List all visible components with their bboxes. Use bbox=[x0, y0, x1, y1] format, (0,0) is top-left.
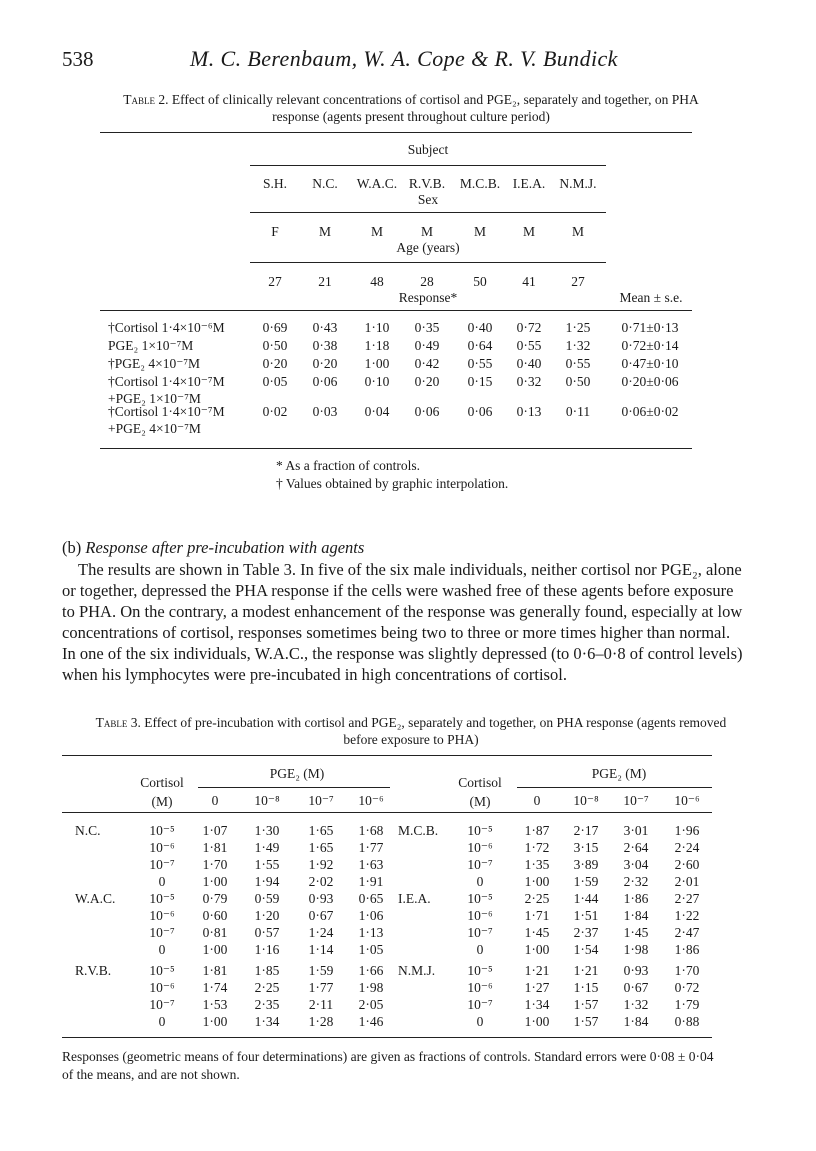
table3-footnote-line2: of the means, and are not shown. bbox=[62, 1067, 240, 1082]
pge-column-header: 10⁻⁷ bbox=[308, 793, 334, 808]
response-cell: 1·00 bbox=[524, 1014, 550, 1029]
pge-column-header: 10⁻⁶ bbox=[358, 793, 384, 808]
response-cell: 0·43 bbox=[312, 320, 338, 335]
pge-column-header: 0 bbox=[211, 793, 219, 808]
table2-subject-rule bbox=[250, 165, 606, 166]
table3-header-rule bbox=[62, 812, 712, 813]
row-label: †Cortisol 1·4×10⁻⁷M bbox=[108, 374, 225, 389]
response-cell: 0·38 bbox=[312, 338, 338, 353]
cortisol-concentration: 10⁻⁷ bbox=[149, 925, 175, 940]
response-cell: 1·81 bbox=[202, 963, 228, 978]
subject-header: N.M.J. bbox=[559, 176, 597, 191]
subject-label: R.V.B. bbox=[75, 963, 112, 978]
table2-caption bbox=[62, 91, 760, 125]
response-cell: 1·00 bbox=[524, 942, 550, 957]
cortisol-concentration: 10⁻⁵ bbox=[467, 891, 493, 906]
table3-footnote-line1: Responses (geometric means of four determinations) are given as fractions of controls. Standard errors were 0·08 ± 0·04 bbox=[62, 1049, 714, 1064]
paragraph-line: concentrations of cortisol, responses sometimes being two to three or more times higher than normal. bbox=[62, 623, 731, 642]
response-cell: 0·55 bbox=[516, 338, 542, 353]
response-cell: 1·27 bbox=[524, 980, 550, 995]
response-cell: 1·15 bbox=[573, 980, 599, 995]
age-cell: 21 bbox=[318, 274, 332, 289]
response-cell: 1·98 bbox=[623, 942, 649, 957]
table2-footnote-star: * As a fraction of controls. bbox=[276, 458, 420, 473]
response-cell: 1·22 bbox=[674, 908, 700, 923]
age-cell: 41 bbox=[522, 274, 536, 289]
pge-column-header: 0 bbox=[533, 793, 541, 808]
response-cell: 0·55 bbox=[565, 356, 591, 371]
running-title: M. C. Berenbaum, W. A. Cope & R. V. Bundick bbox=[190, 46, 618, 71]
response-cell: 2·47 bbox=[674, 925, 700, 940]
row-label-continued: +PGE₂ 1×10⁻⁷M bbox=[108, 391, 201, 406]
response-cell: 1·34 bbox=[254, 1014, 280, 1029]
response-cell: 1·44 bbox=[573, 891, 599, 906]
cortisol-concentration: 0 bbox=[158, 874, 166, 889]
sex-cell: M bbox=[522, 224, 536, 239]
response-cell: 1·00 bbox=[364, 356, 390, 371]
subject-header: W.A.C. bbox=[356, 176, 398, 191]
sex-cell: M bbox=[420, 224, 434, 239]
table3-label: Table 3. bbox=[95, 715, 141, 730]
pge-header-rule bbox=[198, 787, 390, 788]
table3-caption bbox=[62, 714, 760, 748]
response-cell: 1·10 bbox=[364, 320, 390, 335]
table2-response-label: Response* bbox=[398, 290, 458, 305]
pge-header: PGE₂ (M) bbox=[269, 766, 325, 781]
response-cell: 2·01 bbox=[674, 874, 700, 889]
response-cell: 1·20 bbox=[254, 908, 280, 923]
response-cell: 0·06 bbox=[312, 374, 338, 389]
row-label-continued: +PGE₂ 4×10⁻⁷M bbox=[108, 421, 201, 436]
response-cell: 0·11 bbox=[565, 404, 591, 419]
response-cell: 0·60 bbox=[202, 908, 228, 923]
response-cell: 3·89 bbox=[573, 857, 599, 872]
section-b-heading bbox=[62, 538, 364, 558]
cortisol-concentration: 10⁻⁶ bbox=[149, 908, 175, 923]
section-b-paragraph bbox=[62, 559, 760, 685]
response-cell: 2·02 bbox=[308, 874, 334, 889]
row-label: †Cortisol 1·4×10⁻⁶M bbox=[108, 320, 225, 335]
table2-footnote-dagger: † Values obtained by graphic interpolation. bbox=[276, 476, 509, 491]
cortisol-concentration: 10⁻⁶ bbox=[467, 840, 493, 855]
table2-caption-line2: response (agents present throughout culture period) bbox=[272, 109, 550, 124]
cortisol-unit: (M) bbox=[469, 794, 491, 809]
cortisol-concentration: 10⁻⁷ bbox=[467, 925, 493, 940]
response-cell: 1·18 bbox=[364, 338, 390, 353]
subject-header: S.H. bbox=[262, 176, 288, 191]
response-cell: 0·57 bbox=[254, 925, 280, 940]
table3-bottom-rule bbox=[62, 1037, 712, 1038]
table2-top-rule bbox=[100, 132, 692, 133]
response-cell: 3·15 bbox=[573, 840, 599, 855]
response-cell: 2·25 bbox=[524, 891, 550, 906]
response-cell: 1·85 bbox=[254, 963, 280, 978]
response-cell: 1·91 bbox=[358, 874, 384, 889]
response-cell: 1·70 bbox=[202, 857, 228, 872]
response-cell: 0·93 bbox=[623, 963, 649, 978]
sex-cell: M bbox=[318, 224, 332, 239]
subject-header: N.C. bbox=[312, 176, 338, 191]
response-cell: 1·35 bbox=[524, 857, 550, 872]
response-cell: 2·64 bbox=[623, 840, 649, 855]
response-cell: 1·59 bbox=[573, 874, 599, 889]
response-cell: 1·94 bbox=[254, 874, 280, 889]
mean-cell: 0·71±0·13 bbox=[621, 320, 679, 335]
response-cell: 1·77 bbox=[358, 840, 384, 855]
response-cell: 1·32 bbox=[623, 997, 649, 1012]
table3-top-rule bbox=[62, 755, 712, 756]
response-cell: 1·72 bbox=[524, 840, 550, 855]
response-cell: 1·14 bbox=[308, 942, 334, 957]
paragraph-line: to PHA. On the contrary, a modest enhancement of the response was generally found, especially at low bbox=[62, 602, 743, 621]
response-cell: 0·20 bbox=[312, 356, 338, 371]
cortisol-concentration: 10⁻⁵ bbox=[149, 823, 175, 838]
response-cell: 1·84 bbox=[623, 1014, 649, 1029]
response-cell: 1·07 bbox=[202, 823, 228, 838]
response-cell: 1·55 bbox=[254, 857, 280, 872]
response-cell: 1·81 bbox=[202, 840, 228, 855]
row-label: PGE₂ 1×10⁻⁷M bbox=[108, 338, 194, 353]
response-cell: 1·45 bbox=[524, 925, 550, 940]
response-cell: 0·15 bbox=[467, 374, 493, 389]
response-cell: 0·50 bbox=[262, 338, 288, 353]
response-cell: 0·05 bbox=[262, 374, 288, 389]
response-cell: 1·87 bbox=[524, 823, 550, 838]
sex-cell: M bbox=[571, 224, 585, 239]
response-cell: 0·67 bbox=[308, 908, 334, 923]
pge-column-header: 10⁻⁸ bbox=[254, 793, 280, 808]
row-label: †PGE₂ 4×10⁻⁷M bbox=[108, 356, 201, 371]
response-cell: 1·49 bbox=[254, 840, 280, 855]
response-cell: 0·32 bbox=[516, 374, 542, 389]
response-cell: 1·70 bbox=[674, 963, 700, 978]
cortisol-concentration: 0 bbox=[158, 1014, 166, 1029]
response-cell: 0·59 bbox=[254, 891, 280, 906]
pge-column-header: 10⁻⁸ bbox=[573, 793, 599, 808]
mean-cell: 0·72±0·14 bbox=[621, 338, 679, 353]
cortisol-concentration: 0 bbox=[476, 874, 484, 889]
response-cell: 3·01 bbox=[623, 823, 649, 838]
table2-sex-label: Sex bbox=[417, 192, 439, 207]
response-cell: 1·74 bbox=[202, 980, 228, 995]
response-cell: 1·46 bbox=[358, 1014, 384, 1029]
response-cell: 0·03 bbox=[312, 404, 338, 419]
response-cell: 1·00 bbox=[202, 1014, 228, 1029]
response-cell: 0·67 bbox=[623, 980, 649, 995]
cortisol-concentration: 10⁻⁵ bbox=[149, 963, 175, 978]
response-cell: 1·21 bbox=[524, 963, 550, 978]
pge-column-header: 10⁻⁷ bbox=[623, 793, 649, 808]
table2-bottom-rule bbox=[100, 448, 692, 449]
response-cell: 2·35 bbox=[254, 997, 280, 1012]
pge-header-rule bbox=[517, 787, 712, 788]
response-cell: 1·24 bbox=[308, 925, 334, 940]
table2-age-label: Age (years) bbox=[396, 240, 460, 255]
response-cell: 1·66 bbox=[358, 963, 384, 978]
paragraph-line: In one of the six individuals, W.A.C., the response was slightly depressed (to 0·6–0·8 of control levels) bbox=[62, 644, 743, 663]
response-cell: 1·13 bbox=[358, 925, 384, 940]
response-cell: 1·65 bbox=[308, 840, 334, 855]
pge-header: PGE₂ (M) bbox=[591, 766, 647, 781]
sex-cell: M bbox=[370, 224, 384, 239]
cortisol-concentration: 10⁻⁷ bbox=[149, 857, 175, 872]
response-cell: 0·81 bbox=[202, 925, 228, 940]
table3-footnote bbox=[62, 1048, 762, 1084]
response-cell: 3·04 bbox=[623, 857, 649, 872]
response-cell: 1·30 bbox=[254, 823, 280, 838]
subject-label: W.A.C. bbox=[75, 891, 116, 906]
response-cell: 0·50 bbox=[565, 374, 591, 389]
response-cell: 2·37 bbox=[573, 925, 599, 940]
mean-cell: 0·06±0·02 bbox=[621, 404, 679, 419]
response-cell: 0·49 bbox=[414, 338, 440, 353]
response-cell: 1·45 bbox=[623, 925, 649, 940]
response-cell: 2·24 bbox=[674, 840, 700, 855]
table3-caption-line1: Effect of pre-incubation with cortisol and PGE₂, separately and together, on PHA response (agents removed bbox=[144, 715, 727, 730]
response-cell: 1·06 bbox=[358, 908, 384, 923]
response-cell: 1·59 bbox=[308, 963, 334, 978]
response-cell: 1·53 bbox=[202, 997, 228, 1012]
cortisol-concentration: 10⁻⁶ bbox=[149, 980, 175, 995]
response-cell: 0·04 bbox=[364, 404, 390, 419]
response-cell: 1·98 bbox=[358, 980, 384, 995]
subject-header: I.E.A. bbox=[512, 176, 546, 191]
cortisol-concentration: 10⁻⁷ bbox=[467, 857, 493, 872]
response-cell: 1·79 bbox=[674, 997, 700, 1012]
response-cell: 1·57 bbox=[573, 1014, 599, 1029]
mean-cell: 0·47±0·10 bbox=[621, 356, 679, 371]
response-cell: 1·96 bbox=[674, 823, 700, 838]
response-cell: 1·54 bbox=[573, 942, 599, 957]
response-cell: 0·72 bbox=[674, 980, 700, 995]
response-cell: 0·02 bbox=[262, 404, 288, 419]
response-cell: 1·92 bbox=[308, 857, 334, 872]
subject-label: N.C. bbox=[75, 823, 101, 838]
response-cell: 0·13 bbox=[516, 404, 542, 419]
response-cell: 0·40 bbox=[467, 320, 493, 335]
response-cell: 0·20 bbox=[262, 356, 288, 371]
response-cell: 1·65 bbox=[308, 823, 334, 838]
age-cell: 28 bbox=[420, 274, 434, 289]
section-b-title: Response after pre-incubation with agents bbox=[85, 538, 365, 557]
response-cell: 0·06 bbox=[414, 404, 440, 419]
response-cell: 1·57 bbox=[573, 997, 599, 1012]
age-cell: 27 bbox=[268, 274, 282, 289]
subject-header: M.C.B. bbox=[459, 176, 501, 191]
paragraph-line: or together, depressed the PHA response if the cells were washed free of these agents before exposure bbox=[62, 581, 734, 600]
table2-label: Table 2. bbox=[123, 92, 169, 107]
row-label: †Cortisol 1·4×10⁻⁷M bbox=[108, 404, 225, 419]
response-cell: 1·63 bbox=[358, 857, 384, 872]
table3-caption-line2: before exposure to PHA) bbox=[343, 732, 479, 747]
section-b-prefix: (b) bbox=[62, 538, 82, 557]
response-cell: 0·93 bbox=[308, 891, 334, 906]
mean-cell: 0·20±0·06 bbox=[621, 374, 679, 389]
response-cell: 1·00 bbox=[524, 874, 550, 889]
cortisol-concentration: 0 bbox=[476, 1014, 484, 1029]
response-cell: 1·77 bbox=[308, 980, 334, 995]
response-cell: 1·21 bbox=[573, 963, 599, 978]
response-cell: 1·86 bbox=[623, 891, 649, 906]
response-cell: 1·68 bbox=[358, 823, 384, 838]
table2-caption-line1: Effect of clinically relevant concentrations of cortisol and PGE₂, separately and together, on PHA bbox=[171, 92, 699, 107]
response-cell: 1·05 bbox=[358, 942, 384, 957]
response-cell: 1·25 bbox=[565, 320, 591, 335]
response-cell: 2·27 bbox=[674, 891, 700, 906]
table2-header-rule bbox=[100, 310, 692, 311]
cortisol-concentration: 10⁻⁷ bbox=[467, 997, 493, 1012]
cortisol-header: Cortisol bbox=[140, 775, 184, 790]
response-cell: 0·69 bbox=[262, 320, 288, 335]
cortisol-concentration: 0 bbox=[158, 942, 166, 957]
table2-subject-label: Subject bbox=[407, 142, 449, 157]
response-cell: 1·34 bbox=[524, 997, 550, 1012]
response-cell: 0·35 bbox=[414, 320, 440, 335]
subject-header: R.V.B. bbox=[408, 176, 446, 191]
response-cell: 0·65 bbox=[358, 891, 384, 906]
response-cell: 0·88 bbox=[674, 1014, 700, 1029]
response-cell: 0·64 bbox=[467, 338, 493, 353]
response-cell: 2·60 bbox=[674, 857, 700, 872]
age-cell: 27 bbox=[571, 274, 585, 289]
pge-column-header: 10⁻⁶ bbox=[674, 793, 700, 808]
subject-label: I.E.A. bbox=[398, 891, 431, 906]
cortisol-concentration: 10⁻⁵ bbox=[467, 963, 493, 978]
response-cell: 2·32 bbox=[623, 874, 649, 889]
response-cell: 1·84 bbox=[623, 908, 649, 923]
subject-label: N.M.J. bbox=[398, 963, 436, 978]
response-cell: 2·11 bbox=[308, 997, 334, 1012]
subject-label: M.C.B. bbox=[398, 823, 439, 838]
paragraph-line: The results are shown in Table 3. In five of the six male individuals, neither cortisol nor PGE₂, alone bbox=[78, 560, 742, 579]
response-cell: 2·05 bbox=[358, 997, 384, 1012]
response-cell: 1·86 bbox=[674, 942, 700, 957]
response-cell: 0·40 bbox=[516, 356, 542, 371]
response-cell: 0·79 bbox=[202, 891, 228, 906]
cortisol-concentration: 10⁻⁷ bbox=[149, 997, 175, 1012]
cortisol-concentration: 10⁻⁶ bbox=[467, 908, 493, 923]
table2-sex-rule bbox=[250, 212, 606, 213]
cortisol-concentration: 0 bbox=[476, 942, 484, 957]
response-cell: 1·16 bbox=[254, 942, 280, 957]
response-cell: 0·20 bbox=[414, 374, 440, 389]
response-cell: 1·28 bbox=[308, 1014, 334, 1029]
age-cell: 48 bbox=[370, 274, 384, 289]
age-cell: 50 bbox=[473, 274, 487, 289]
cortisol-concentration: 10⁻⁶ bbox=[149, 840, 175, 855]
response-cell: 0·55 bbox=[467, 356, 493, 371]
response-cell: 1·71 bbox=[524, 908, 550, 923]
table2-mean-label: Mean ± s.e. bbox=[619, 290, 683, 305]
response-cell: 1·00 bbox=[202, 874, 228, 889]
cortisol-unit: (M) bbox=[151, 794, 173, 809]
table2-age-rule bbox=[250, 262, 606, 263]
sex-cell: F bbox=[271, 224, 279, 239]
page-number: 538 bbox=[62, 47, 94, 71]
response-cell: 0·72 bbox=[516, 320, 542, 335]
response-cell: 1·00 bbox=[202, 942, 228, 957]
cortisol-concentration: 10⁻⁶ bbox=[467, 980, 493, 995]
response-cell: 0·06 bbox=[467, 404, 493, 419]
cortisol-header: Cortisol bbox=[458, 775, 502, 790]
response-cell: 2·25 bbox=[254, 980, 280, 995]
cortisol-concentration: 10⁻⁵ bbox=[467, 823, 493, 838]
response-cell: 0·10 bbox=[364, 374, 390, 389]
response-cell: 2·17 bbox=[573, 823, 599, 838]
sex-cell: M bbox=[473, 224, 487, 239]
response-cell: 0·42 bbox=[414, 356, 440, 371]
response-cell: 1·32 bbox=[565, 338, 591, 353]
paragraph-line: when his lymphocytes were pre-incubated in high concentrations of cortisol. bbox=[62, 665, 567, 684]
response-cell: 1·51 bbox=[573, 908, 599, 923]
cortisol-concentration: 10⁻⁵ bbox=[149, 891, 175, 906]
